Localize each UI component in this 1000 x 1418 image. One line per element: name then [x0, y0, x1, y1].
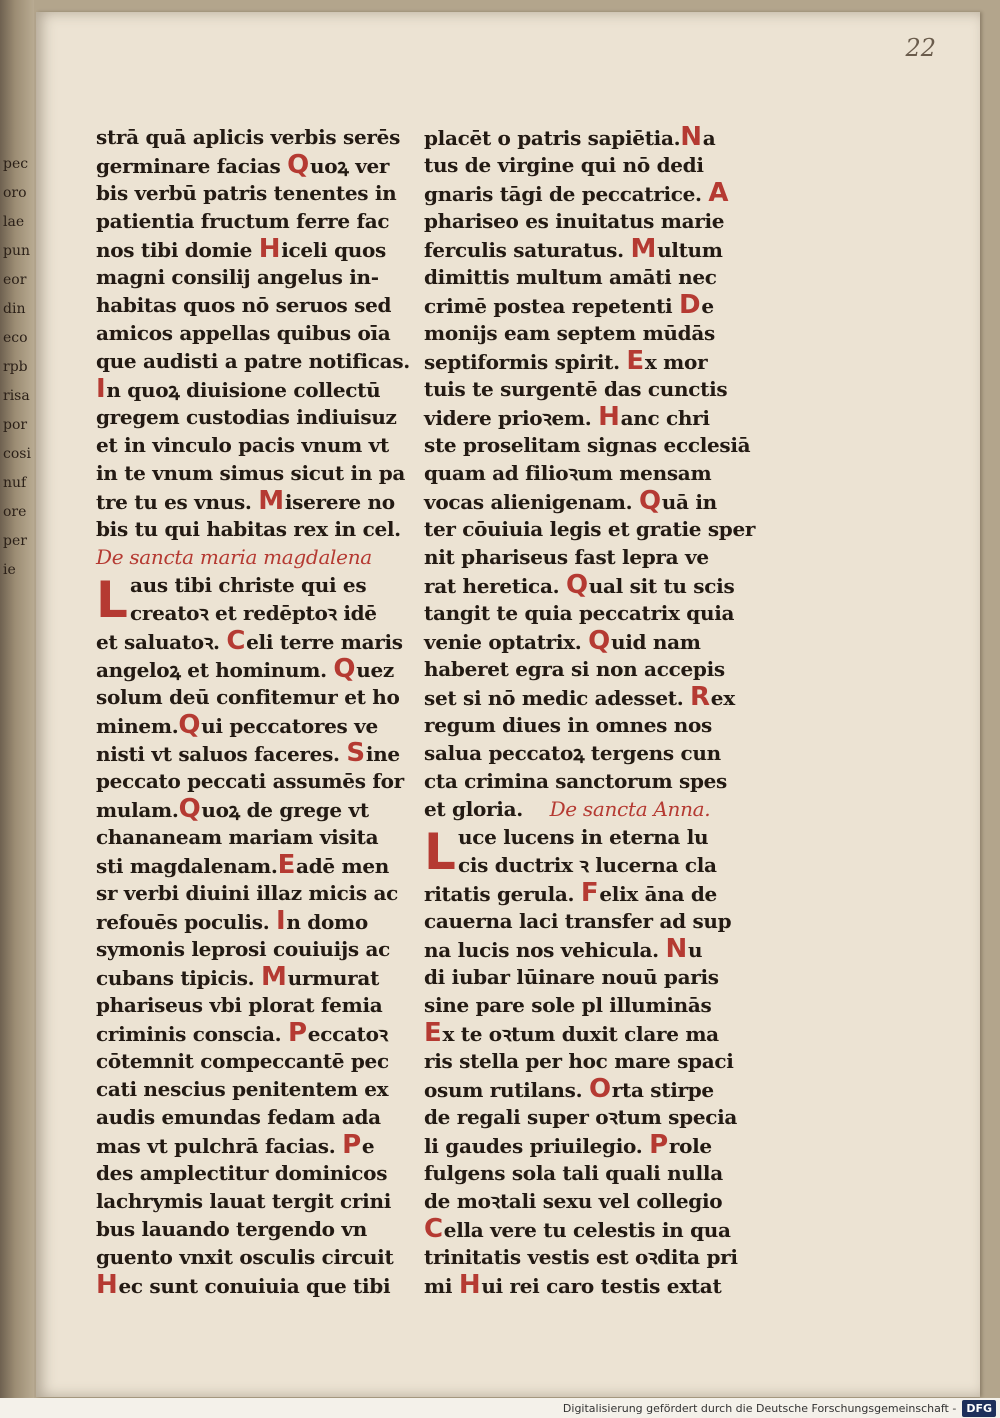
red-initial: Q — [638, 486, 661, 516]
red-initial: H — [258, 234, 281, 264]
text-line: peccato peccati assumēs for — [96, 769, 404, 793]
text-line: cta crimina sanctorum spes — [424, 769, 728, 793]
text-line: salua peccatoꝝ tergens cun — [424, 741, 721, 765]
text-line: Hec sunt conuiuia que tibi — [96, 1270, 391, 1300]
text-line: tre tu es vnus. Miserere no — [96, 486, 395, 516]
text-line: venie optatrix. Quid nam — [424, 626, 701, 656]
text-line: mulam.Quoꝝ de grege vt — [96, 794, 369, 824]
rubric-heading: De sancta Anna. — [549, 797, 711, 821]
text-line: mas vt pulchrā facias. Pe — [96, 1130, 375, 1160]
rubric-heading: De sancta maria magdalena — [96, 545, 372, 569]
text-line: strā quā aplicis verbis serēs — [96, 125, 401, 149]
red-initial: H — [96, 1270, 118, 1300]
right-text-column — [424, 122, 756, 1300]
text-line: et in vinculo pacis vnum vt — [96, 433, 389, 457]
red-initial: C — [424, 1214, 443, 1244]
text-line: tuis te surgentē das cunctis — [424, 377, 728, 401]
text-line: cubans tipicis. Murmurat — [96, 962, 380, 992]
text-line: trinitatis vestis est oꝛdita pri — [424, 1245, 738, 1269]
text-line: fulgens sola tali quali nulla — [424, 1161, 723, 1185]
text-line: nos tibi domie Hiceli quos — [96, 234, 387, 264]
red-initial: M — [261, 962, 287, 992]
text-line: nit phariseus fast lepra ve — [424, 545, 709, 569]
text-line: phariseo es inuitatus marie — [424, 209, 725, 233]
red-initial: H — [598, 402, 620, 432]
red-initial: P — [342, 1130, 361, 1160]
text-line: In quoꝝ diuisione collectū — [96, 374, 381, 404]
funding-footer — [0, 1398, 1000, 1418]
text-line: solum deū confitemur et ho — [96, 685, 400, 709]
red-initial: N — [680, 122, 702, 152]
red-initial: Q — [178, 710, 201, 740]
text-line: tangit te quia peccatrix quia — [424, 601, 735, 625]
text-line: germinare facias Quoꝝ ver — [96, 150, 390, 180]
red-initial: Q — [333, 654, 356, 684]
text-line: na lucis nos vehicula. Nu — [424, 934, 703, 964]
text-line: chananeam mariam visita — [96, 825, 379, 849]
text-line: et saluatoꝛ. Celi terre maris — [96, 626, 403, 656]
text-line: in te vnum simus sicut in pa — [96, 461, 406, 485]
red-initial: E — [626, 346, 644, 376]
text-line: tus de virgine qui nō dedi — [424, 153, 704, 177]
red-initial: O — [588, 1074, 611, 1104]
text-line: set si nō medic adesset. Rex — [424, 682, 735, 712]
red-initial: M — [258, 486, 284, 516]
text-line: patientia fructum ferre fac — [96, 209, 390, 233]
text-line: cis ductrix ꝛ lucerna cla — [458, 853, 717, 877]
text-line: bis tu qui habitas rex in cel. — [96, 517, 401, 541]
red-initial: Q — [178, 794, 201, 824]
text-line: gregem custodias indiuisuz — [96, 405, 397, 429]
text-line: cōtemnit compeccantē pec — [96, 1049, 389, 1073]
red-initial: I — [276, 906, 286, 936]
text-line: audis emundas fedam ada — [96, 1105, 381, 1129]
text-line: bis verbū patris tenentes in — [96, 181, 397, 205]
red-initial: I — [96, 374, 106, 404]
red-initial: Q — [588, 626, 610, 656]
text-line: di iubar lūinare nouū paris — [424, 965, 719, 989]
text-line: bus lauando tergendo vn — [96, 1217, 367, 1241]
large-red-initial: L — [96, 571, 128, 629]
text-line: uce lucens in eterna lu — [458, 825, 709, 849]
red-initial: C — [226, 626, 246, 656]
text-line: habitas quos nō seruos sed — [96, 293, 392, 317]
text-line: aus tibi christe qui es — [130, 573, 367, 597]
text-line: de moꝛtali sexu vel collegio — [424, 1189, 723, 1213]
initial-paragraph — [96, 571, 396, 627]
funding-credit: Digitalisierung gefördert durch die Deutsche Forschungsgemeinschaft - — [562, 1401, 957, 1415]
red-initial: E — [277, 850, 296, 880]
text-line: symonis leprosi couiuijs ac — [96, 937, 391, 961]
red-initial: E — [424, 1018, 442, 1048]
text-line: crimē postea repetenti De — [424, 290, 714, 320]
red-initial: M — [630, 234, 657, 264]
red-initial: N — [665, 934, 687, 964]
text-line: Ex te oꝛtum duxit clare ma — [424, 1018, 719, 1048]
red-initial: H — [458, 1270, 481, 1300]
text-line: des amplectitur dominicos — [96, 1161, 388, 1185]
red-initial: A — [708, 178, 729, 208]
folio-number: 22 — [905, 34, 936, 62]
text-line: sine pare sole pl illuminās — [424, 993, 712, 1017]
text-line: cauerna laci transfer ad sup — [424, 909, 732, 933]
text-line: gnaris tāgi de peccatrice. A — [424, 178, 729, 208]
red-initial: P — [649, 1130, 668, 1160]
red-initial: S — [346, 738, 365, 768]
text-line: dimittis multum amāti nec — [424, 265, 717, 289]
text-line: guento vnxit osculis circuit — [96, 1245, 394, 1269]
left-text-column — [96, 123, 410, 1300]
text-line: regum diues in omnes nos — [424, 713, 713, 737]
text-line: lachrymis lauat tergit crini — [96, 1189, 392, 1213]
text-line: amicos appellas quibus oīa — [96, 321, 391, 345]
text-line: mi Hui rei caro testis extat — [424, 1270, 722, 1300]
red-initial: Q — [287, 150, 309, 180]
text-line: sti magdalenam.Eadē men — [96, 850, 389, 880]
text-line: ris stella per hoc mare spaci — [424, 1049, 734, 1073]
text-line: cati nescius penitentem ex — [96, 1077, 389, 1101]
text-line: angeloꝝ et hominum. Quez — [96, 654, 394, 684]
text-line: minem.Qui peccatores ve — [96, 710, 378, 740]
text-line: de regali super oꝛtum specia — [424, 1105, 738, 1129]
text-line: quam ad filioꝛum mensam — [424, 461, 712, 485]
red-initial: F — [580, 878, 599, 908]
text-line: nisti vt saluos faceres. Sine — [96, 738, 400, 768]
text-line: videre prioꝛem. Hanc chri — [424, 402, 710, 432]
previous-page-edge — [0, 0, 34, 1418]
text-line: criminis conscia. Peccatoꝛ — [96, 1018, 388, 1048]
text-line: haberet egra si non accepis — [424, 657, 725, 681]
text-line: que audisti a patre notificas. — [96, 349, 410, 373]
text-line: creatoꝛ et redēptoꝛ idē — [130, 601, 377, 625]
red-initial: Q — [565, 570, 588, 600]
text-line: phariseus vbi plorat femia — [96, 993, 383, 1017]
red-initial: D — [679, 290, 701, 320]
text-line: ferculis saturatus. Multum — [424, 234, 723, 264]
text-line: osum rutilans. Orta stirpe — [424, 1074, 714, 1104]
previous-page-text: pecorolaepuneordinecorpbrisaporcosinuforeperie — [3, 156, 31, 578]
large-red-initial: L — [424, 823, 456, 881]
text-line: li gaudes priuilegio. Prole — [424, 1130, 712, 1160]
text-line: Cella vere tu celestis in qua — [424, 1214, 731, 1244]
text-line: vocas alienigenam. Quā in — [424, 486, 717, 516]
text-line: placēt o patris sapiētia.Na — [424, 122, 716, 152]
red-initial: P — [288, 1018, 307, 1048]
text-line: septiformis spirit. Ex mor — [424, 346, 708, 376]
text-line: ritatis gerula. Felix āna de — [424, 878, 717, 908]
text-line: ter cōuiuia legis et gratie sper — [424, 517, 756, 541]
text-line: magni consilij angelus in- — [96, 265, 379, 289]
initial-paragraph — [424, 823, 724, 879]
text-line: monijs eam septem mūdās — [424, 321, 715, 345]
text-line: sr verbi diuini illaz micis ac — [96, 881, 398, 905]
text-line: ste proselitam signas ecclesiā — [424, 433, 751, 457]
text-line: rat heretica. Qual sit tu scis — [424, 570, 735, 600]
text-line: refouēs poculis. In domo — [96, 906, 368, 936]
text-line: et gloria. De sancta Anna. — [424, 797, 711, 821]
red-initial: R — [690, 682, 710, 712]
dfg-logo: DFG — [962, 1400, 996, 1417]
